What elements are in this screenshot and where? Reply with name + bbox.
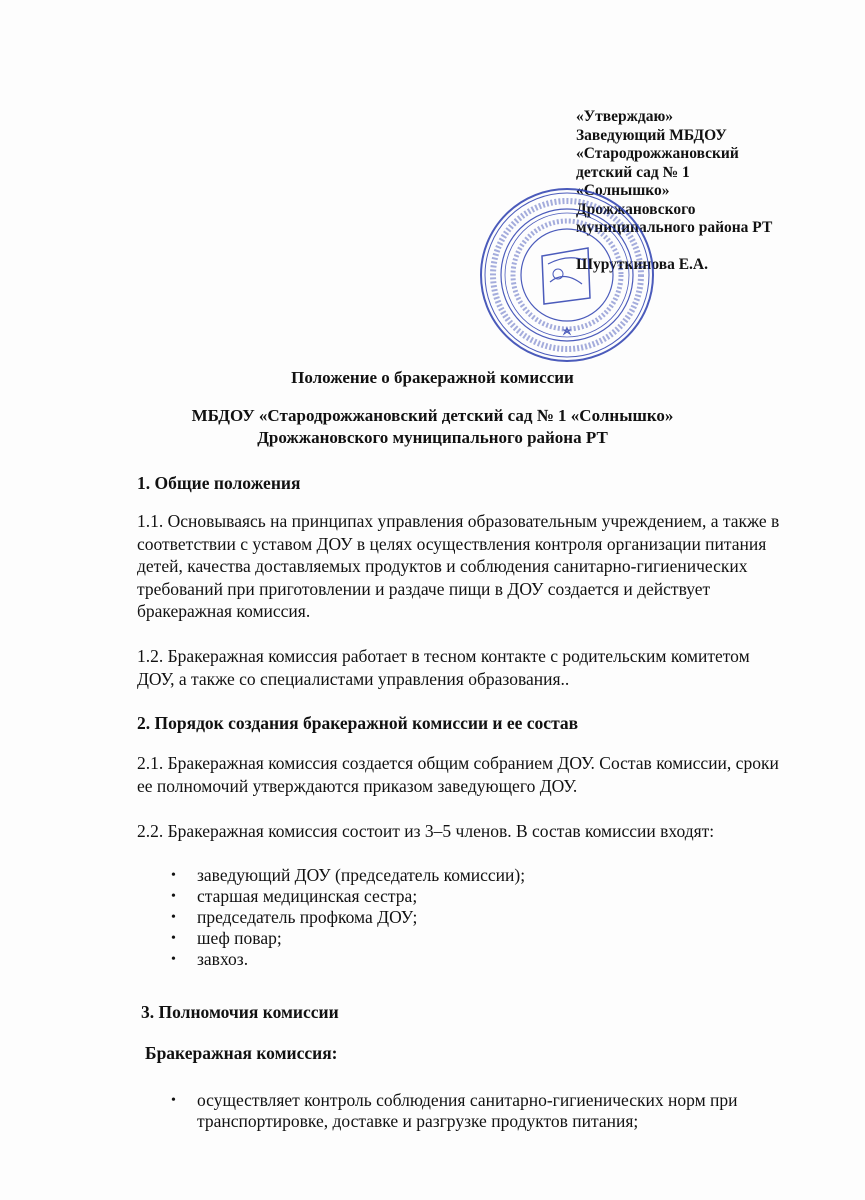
list-item: • завхоз. <box>171 949 771 970</box>
section-2-heading: 2. Порядок создания бракеражной комиссии и ее состав <box>137 713 579 733</box>
organization-district: Дрожжановского муниципального района РТ <box>257 428 608 447</box>
section-3-subheading: Бракеражная комиссия: <box>145 1043 338 1063</box>
list-item: • председатель профкома ДОУ; <box>171 907 771 928</box>
approval-line: муниципального района РТ <box>576 219 773 236</box>
paragraph-2-2: 2.2. Бракеражная комиссия состоит из 3–5 членов. В состав комиссии входят: <box>137 821 715 841</box>
organization-name: МБДОУ «Стародрожжановский детский сад № 1 «Солнышко» <box>191 406 674 425</box>
document-title: Положение о бракеражной комиссии <box>291 368 574 387</box>
approval-line: «Стародрожжановский <box>576 145 739 162</box>
approval-line: «Солнышко» <box>576 182 670 199</box>
section-3-heading: 3. Полномочия комиссии <box>141 1002 339 1022</box>
list-item: • заведующий ДОУ (председатель комиссии); <box>171 865 771 886</box>
commission-powers-list <box>171 1090 771 1132</box>
approval-line: «Утверждаю» <box>576 108 674 125</box>
commission-members-list <box>171 865 771 970</box>
paragraph-1-1: 1.1. Основываясь на принципах управления образовательным учреждением, а также в соответствии с уставом ДОУ в целях осуществления контроля организации питания детей, качества доставляемых продуктов и соблюдения санитарно-гигиенических требований при приготовлении и раздаче пищи в ДОУ создается и действует бракеражная комиссия. <box>137 511 780 621</box>
approval-line: Дрожжановского <box>576 200 696 218</box>
section-1-heading: 1. Общие положения <box>137 473 301 493</box>
paragraph-2-1: 2.1. Бракеражная комиссия создается общим собранием ДОУ. Состав комиссии, сроки ее полномочий утверждаются приказом заведующего ДОУ. <box>137 753 779 796</box>
approval-line: детский сад № 1 <box>576 163 690 181</box>
list-item: • осуществляет контроль соблюдения санитарно-гигиенических норм при транспортировке, доставке и разгрузке продуктов питания; <box>171 1090 771 1132</box>
approval-line: Заведующий МБДОУ <box>576 126 727 144</box>
list-item: • шеф повар; <box>171 928 771 949</box>
list-item: • старшая медицинская сестра; <box>171 886 771 907</box>
paragraph-1-2: 1.2. Бракеражная комиссия работает в тесном контакте с родительским комитетом ДОУ, а также со специалистами управления образования.. <box>137 646 750 689</box>
official-stamp-seal <box>478 186 656 364</box>
approval-signature: Шуруткинова Е.А. <box>576 256 708 273</box>
